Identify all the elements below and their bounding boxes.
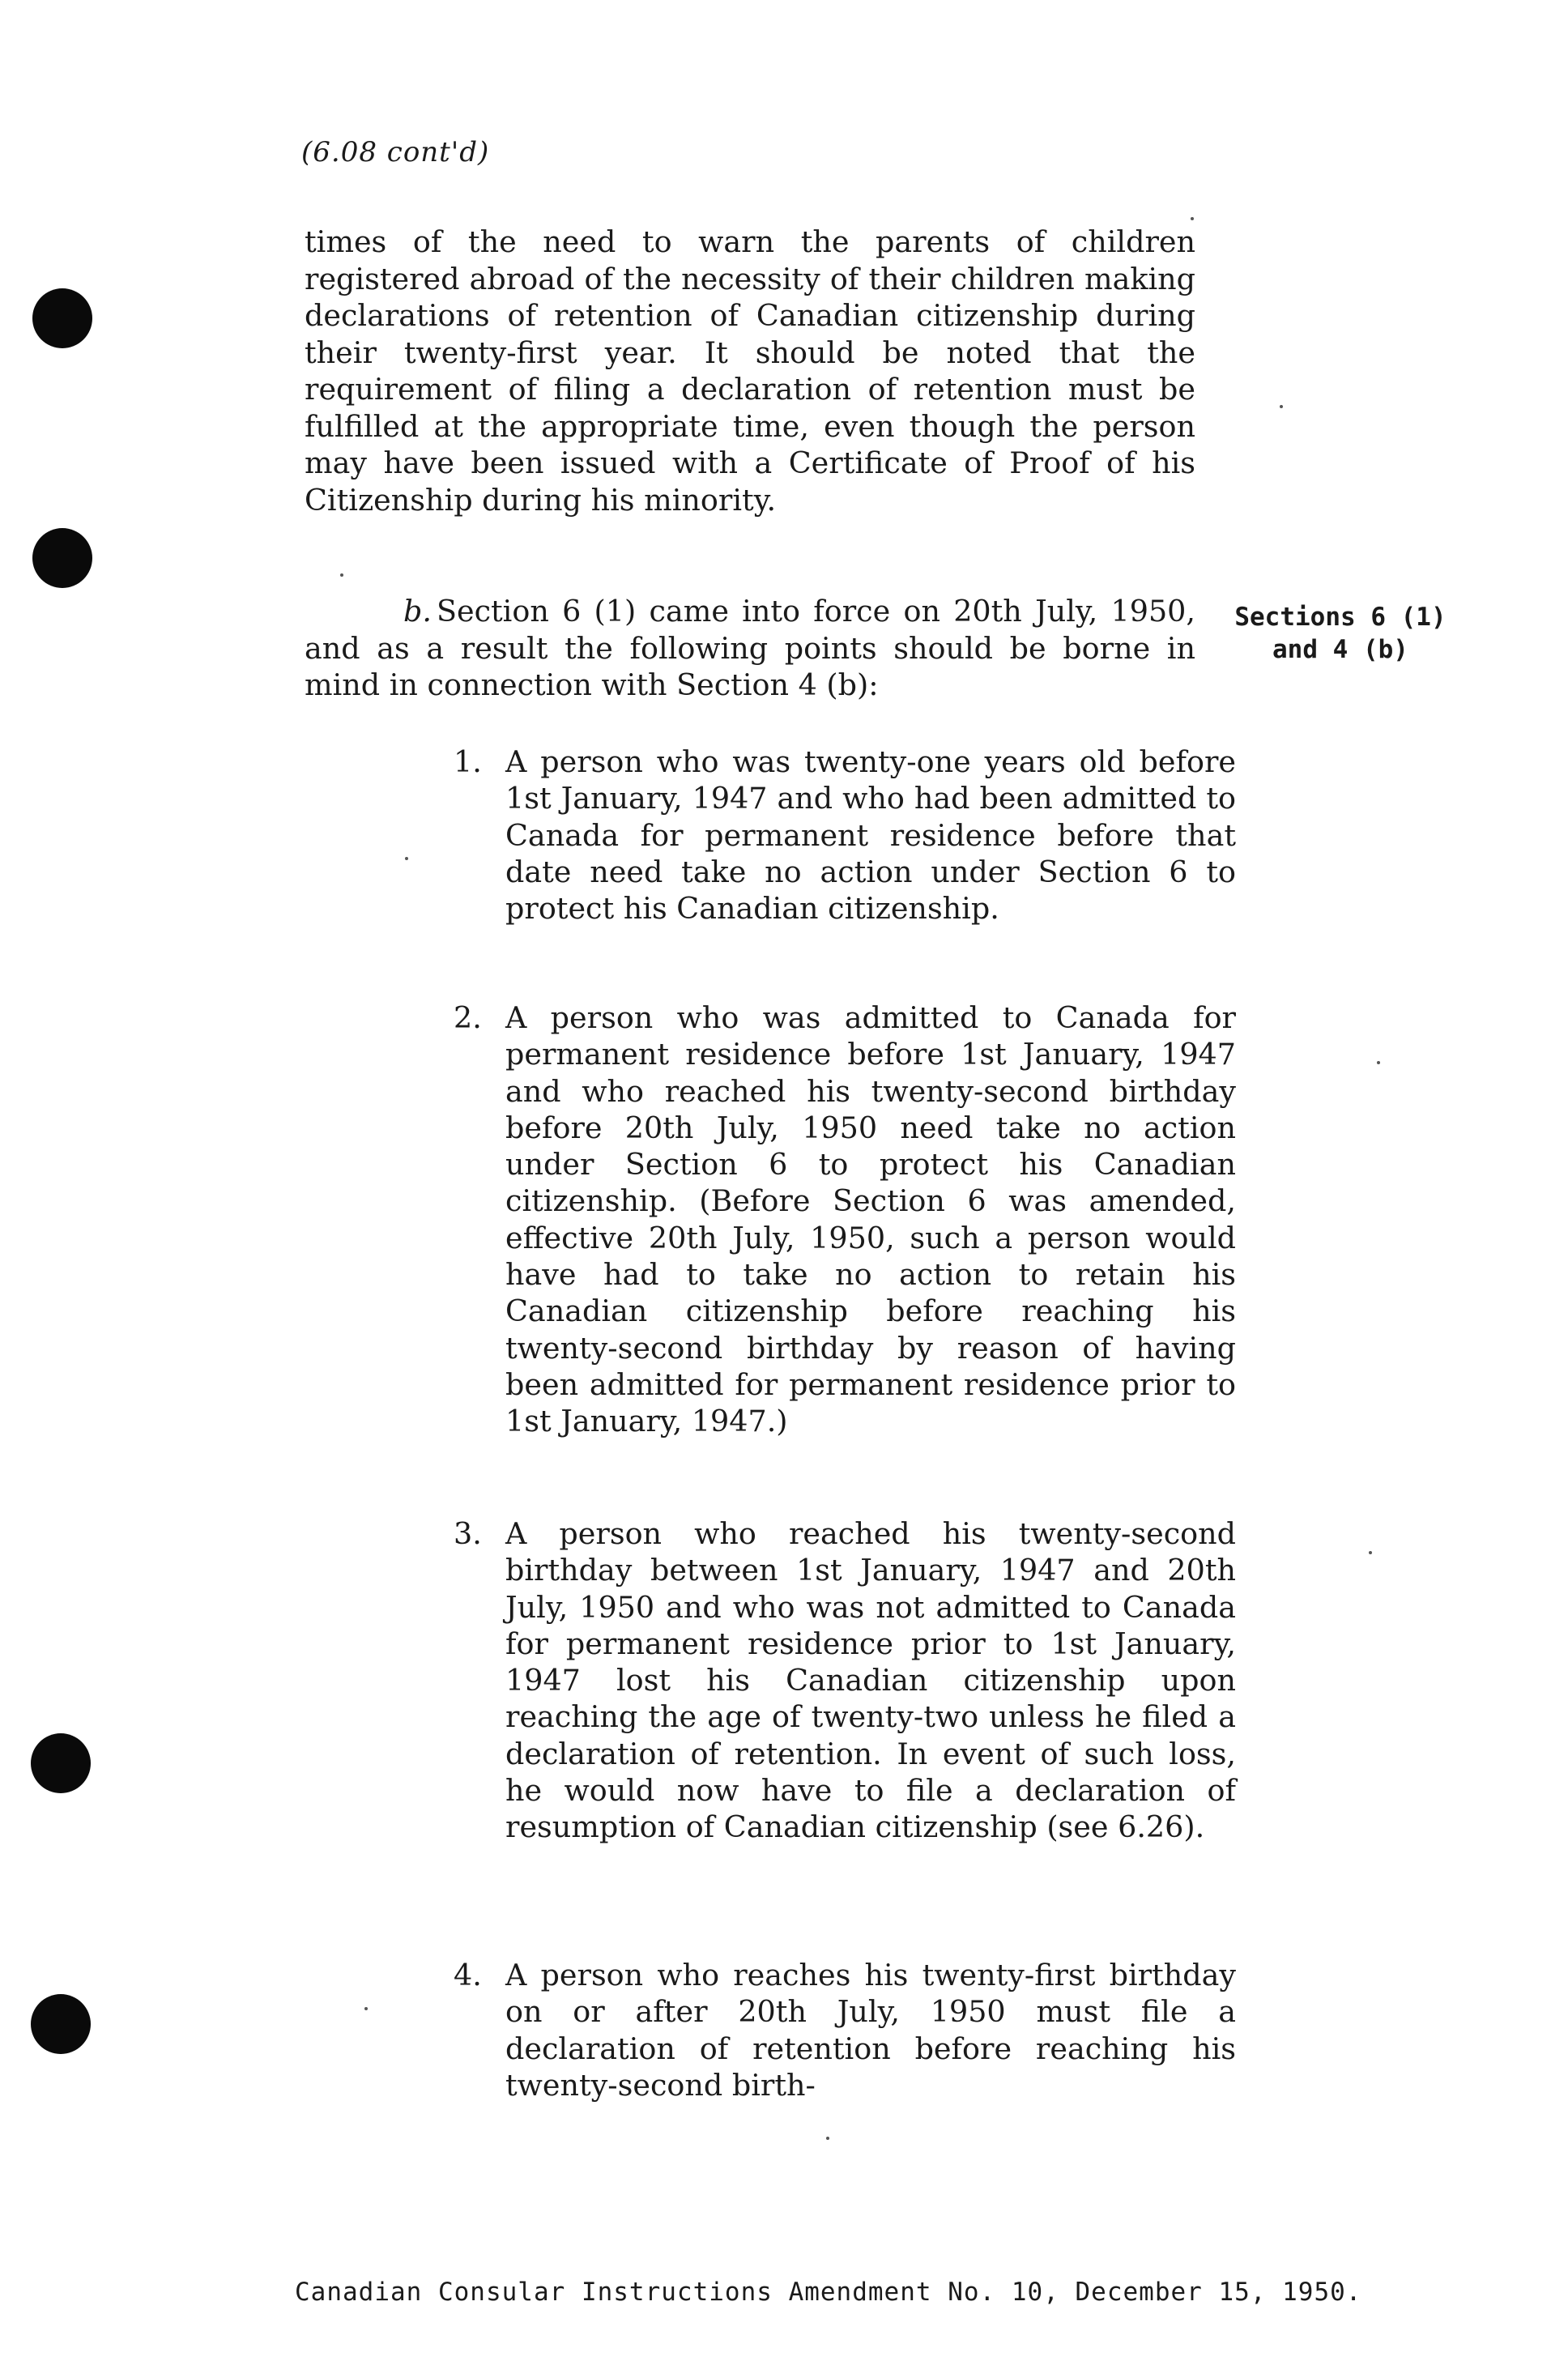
- continuation-label: (6.08 cont'd): [301, 136, 490, 168]
- punch-hole: [31, 1733, 91, 1793]
- paragraph-b: [305, 593, 1195, 704]
- paragraph-b-text: Section 6 (1) came into force on 20th July, 1950, and as a result the following points should be borne in mind in connection with Section 4 (b):: [305, 594, 1195, 702]
- scan-speck: [405, 857, 408, 860]
- list-item: [454, 1515, 1247, 1846]
- list-item-text: A person who was twenty-one years old before 1st January, 1947 and who had been admitted to Canada for permanent residence before that date need take no action under Section 6 to protect his Canadian citizenship.: [505, 744, 1236, 927]
- scan-speck: [1369, 1551, 1372, 1554]
- scan-speck: [364, 2007, 368, 2010]
- list-item-text: A person who reached his twenty-second birthday between 1st January, 1947 and 20th July, 1950 and who was not admitted to Canada for permanent residence prior to 1st January, 1947 lost his Canadian citizenship upon reaching the age of twenty-two unless he filed a declaration of retention. In event of such loss, he would now have to file a declaration of resumption of Canadian citizenship (see 6.26).: [505, 1516, 1236, 1845]
- list-item-number: 3.: [454, 1516, 482, 1551]
- scan-speck: [1191, 217, 1194, 220]
- list-item: [454, 1957, 1247, 2103]
- punch-hole: [31, 1994, 91, 2054]
- intro-paragraph: times of the need to warn the parents of children registered abroad of the necessity of their children making declarations of retention of Canadian citizenship during their twenty-first year. It should be noted that the requirement of filing a declaration of retention must be fulfilled at the appropriate time, even though the person may have been issued with a Certificate of Proof of his Citizenship during his minority.: [305, 224, 1195, 518]
- list-item-number: 2.: [454, 1000, 482, 1035]
- paragraph-letter: b.: [403, 594, 432, 629]
- scan-speck: [1280, 405, 1283, 408]
- punch-hole: [32, 288, 92, 348]
- scan-speck: [826, 2137, 829, 2140]
- page-footer: Canadian Consular Instructions Amendment No. 10, December 15, 1950.: [295, 2278, 1362, 2307]
- list-item-text: A person who was admitted to Canada for permanent residence before 1st January, 1947 and who reached his twenty-second birthday before 20th July, 1950 need take no action under Section 6 to protect his Canadian citizenship. (Before Section 6 was amended, effective 20th July, 1950, such a person would have had to take no action to retain his Canadian citizenship before reaching his twenty-second birthday by reason of having been admitted for permanent residence prior to 1st January, 1947.): [505, 1000, 1236, 1439]
- punch-hole: [32, 528, 92, 588]
- list-item-number: 1.: [454, 744, 482, 779]
- scan-speck: [1377, 1061, 1380, 1064]
- list-item-text: A person who reaches his twenty-first birthday on or after 20th July, 1950 must file a declaration of retention before reaching his twenty-second birth-: [505, 1958, 1236, 2103]
- scan-speck: [340, 573, 343, 577]
- margin-note-line: Sections 6 (1): [1234, 603, 1447, 632]
- list-item: [454, 744, 1247, 927]
- margin-note: [1223, 601, 1458, 666]
- list-item: [454, 999, 1247, 1440]
- margin-note-line: and 4 (b): [1272, 635, 1408, 664]
- list-item-number: 4.: [454, 1958, 482, 1992]
